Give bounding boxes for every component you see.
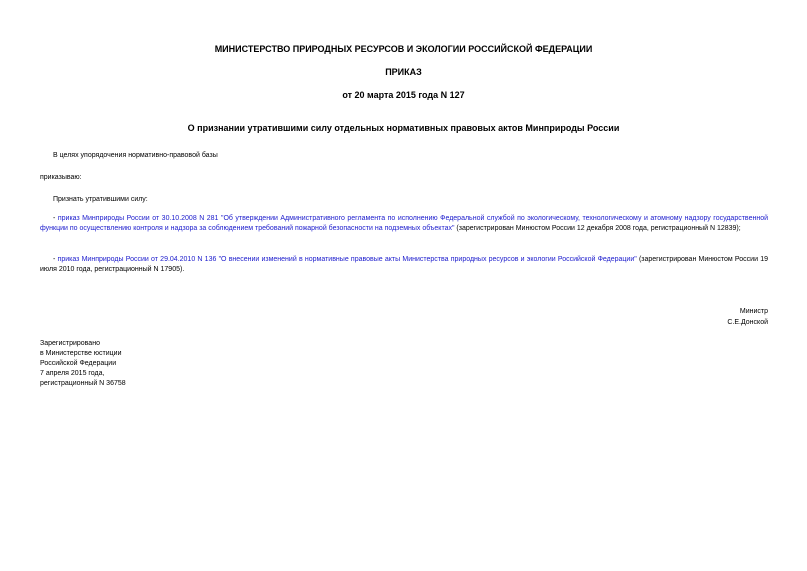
registration-date: 7 апреля 2015 года, xyxy=(40,370,105,377)
item-prefix: - xyxy=(53,256,58,263)
item-prefix: - xyxy=(53,215,58,222)
order-link-281[interactable]: приказ Минприроды России от 30.10.2008 N 281 "Об утверждении Административного регламента по исполнению Федеральной службой по экологическому, технологическому и атомному надзору государственной функции по осуществлению контроля и надзора за соблюдением требований пожарной безопасности на подземных объектах" xyxy=(40,215,768,232)
registration-line: в Министерстве юстиции xyxy=(40,350,122,357)
signature-position: Министр xyxy=(739,308,768,315)
registration-line: Российской Федерации xyxy=(40,360,117,367)
signature-name: С.Е.Донской xyxy=(727,319,768,326)
document-type: ПРИКАЗ xyxy=(385,67,422,77)
list-item xyxy=(40,255,768,275)
recognize-paragraph: Признать утратившими силу: xyxy=(53,196,148,203)
item-suffix: (зарегистрирован Минюстом России 12 декабря 2008 года, регистрационный N 12839); xyxy=(454,225,741,232)
order-word: приказываю: xyxy=(40,174,82,181)
registration-number: регистрационный N 36758 xyxy=(40,380,126,387)
intro-paragraph: В целях упорядочения нормативно-правовой базы xyxy=(53,152,218,159)
order-link-136[interactable]: приказ Минприроды России от 29.04.2010 N 136 "О внесении изменений в нормативные правовые акты Министерства природных ресурсов и экологии Российской Федерации" xyxy=(57,256,637,263)
document-title: О признании утратившими силу отдельных нормативных правовых актов Минприроды России xyxy=(187,123,620,133)
document-date-number: от 20 марта 2015 года N 127 xyxy=(342,90,465,100)
list-item xyxy=(40,214,768,234)
ministry-heading: МИНИСТЕРСТВО ПРИРОДНЫХ РЕСУРСОВ И ЭКОЛОГИИ РОССИЙСКОЙ ФЕДЕРАЦИИ xyxy=(214,44,593,54)
registration-line: Зарегистрировано xyxy=(40,340,100,347)
item-suffix: (зарегистрирован Минюстом России 19 июля 2010 года, регистрационный N 17905). xyxy=(40,256,768,273)
